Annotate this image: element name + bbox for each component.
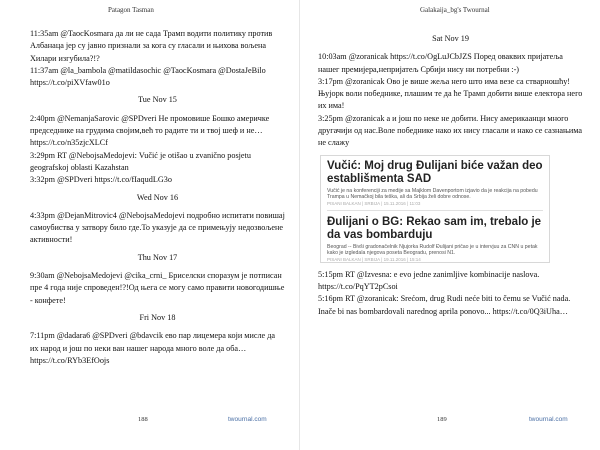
- tweet-entry: 3:29pm RT @NebojsaMedojevi: Vučić je otišao u zvanično posjetu geografskoj oblasti Kazahstan: [30, 150, 251, 172]
- tweet-entry: 7:11pm @dadara6 @SPDveri @bdavcik ево пар лицемера који мисле да их народ и још по неки ван нашег народа много воле да оба… https://t.co/RYb3EfOojs: [30, 331, 276, 365]
- tweet-entry: 5:15pm RT @Izvesna: e evo jedne zanimljive kombinacije naslova. https://t.co/PqYT2pCsoi: [318, 269, 540, 291]
- date-heading: Tue Nov 15: [138, 95, 177, 105]
- tweet-entry: 5:16pm RT @zoranicak: Srećom, drug Rudi neće biti to čemu se Vučić nada. Inače bi nas bombardovali narednog aprila ponovo... https://t.co/0Q3iUha…: [318, 294, 571, 316]
- news-screenshot-image: [320, 155, 550, 263]
- tweet-entry: 3:25pm @zoranicak а и још по неке не добити. Нису америкаанци много другачији од нас.Воле победнике нако их нису гласали и нако се сазнањима не слажу: [318, 113, 583, 148]
- date-heading: Sat Nov 19: [432, 34, 469, 43]
- tweet-entry: 9:30am @NebojsaMedojevi @cika_crni_ Бриселски споразум је потписан пре 4 года није спроведен!?!Од њега се могу само правити новогодишње - конфете!: [30, 271, 285, 305]
- left-page-number: 188: [138, 416, 148, 423]
- tweet-entry: 11:37am @la_bambola @matildasochic @TaocKosmara @DostaJeBilo https://t.co/piXVfaw01o: [30, 65, 266, 88]
- news-divider: [327, 210, 543, 211]
- date-heading: Wed Nov 16: [136, 192, 179, 202]
- tweet-entry: 2:40pm @NemanjaSarovic @SPDveri Не промовише Бошко америчке председнике на грудима својим,већ то радите ти и твој шеф и не… https://t.co/n35zjcXLCf: [30, 113, 270, 148]
- left-page-header: Patagon Tasman: [108, 6, 154, 14]
- left-site-link[interactable]: twournal.com: [228, 416, 267, 423]
- right-page-header: Galakaija_bg's Twournal: [420, 6, 490, 14]
- news-meta: PISANI BALKAN | SRBIJA | 19.11.2016 | 15:14: [327, 257, 421, 263]
- tweet-entry: 3:32pm @SPDveri https://t.co/fIaqudLG3o: [30, 175, 172, 185]
- right-site-link[interactable]: twournal.com: [529, 416, 568, 423]
- tweet-entry: 11:35am @TaocKosmara да ли не сада Трамп водити политику против Албанаца јер су јавно признали за кога су гласали и њихова вољена Хилари изгубила?!?: [30, 29, 273, 63]
- tweet-entry: 3:17pm @zoranicak Ово је више жеља него што има везе са стварношћу!Њујорк воли победнике, плашим те да ће Трамп добити више електора него их има!: [318, 76, 583, 111]
- tweet-entry: 4:33pm @DejanMitrovic4 @NebojsaMedojevi подробно испитати повишај самоубиства у затвору било где.То указује да се примењују недозвољене активности!: [30, 210, 285, 245]
- right-page: [300, 0, 600, 450]
- news-description: Vučić je na konferenciji za medije sa Majklom Davenportom izjavio da je reakcija na pobedu Trampa u Nemačkoj bila teška, ali da Srbija želi dobre odnose.: [327, 187, 538, 200]
- right-page-number: 189: [437, 416, 447, 423]
- news-meta: PISANI BALKAN | SRBIJA | 15.11.2016 | 11:03: [327, 201, 421, 207]
- right-page-body: [318, 28, 583, 318]
- date-heading: Fri Nov 18: [139, 312, 176, 322]
- tweet-entry: 10:03am @zoranicak https://t.co/OgLuJCbJZS Поред оваквих пријатеља нашег премијера,непријатељ Србији нису ни потребни :-): [318, 52, 563, 74]
- date-heading: Thu Nov 17: [137, 252, 178, 262]
- news-headline: Vučić: Moj drug Đulijani biće važan deo establišmenta SAD: [327, 159, 543, 185]
- left-page-body: [30, 28, 285, 367]
- news-headline: Đulijani o BG: Rekao sam im, trebalo je da vas bombarduju: [327, 216, 542, 242]
- news-description: Beograd -- Bivši gradonačelnik Njujorka Rudolf Đulijani pričao je u intervjuu za CNN u petak kako je izgledala njegova poseta Beogradu, prenosi N1.: [327, 244, 538, 257]
